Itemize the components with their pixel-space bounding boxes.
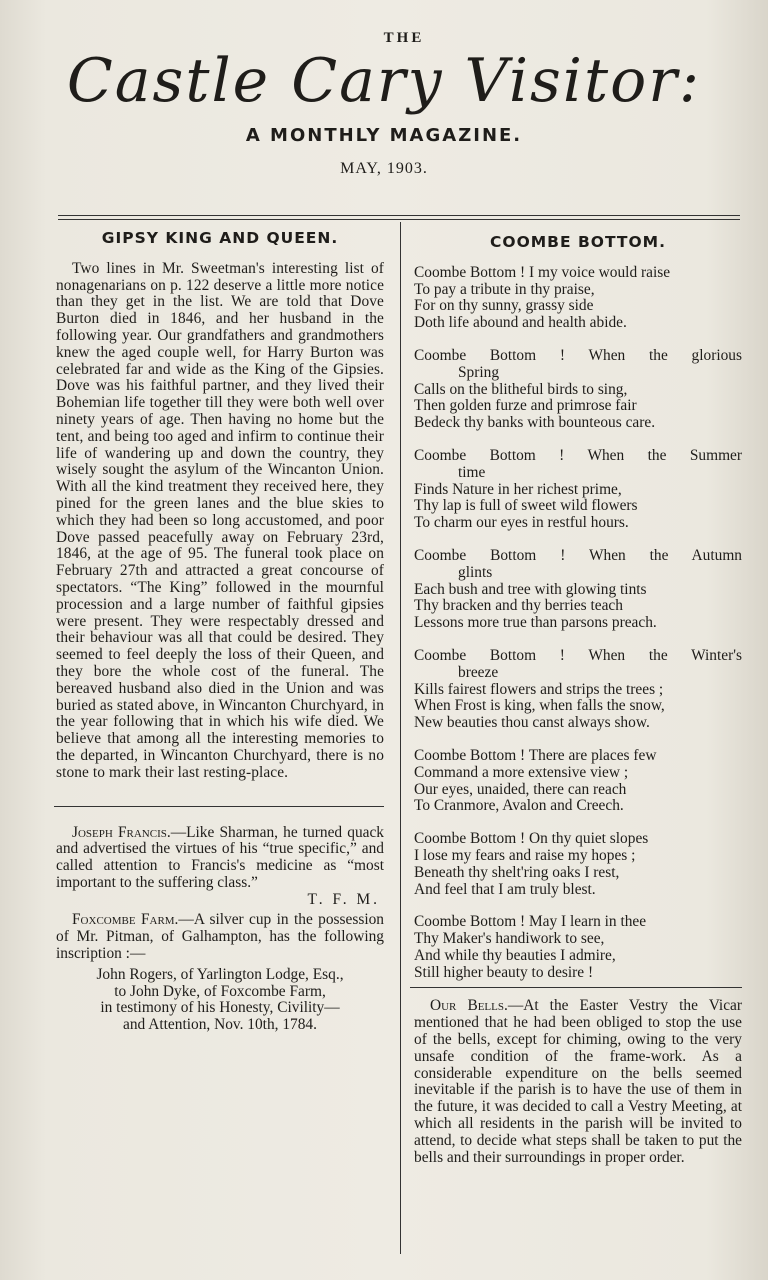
poem-line-continuation: glints bbox=[458, 563, 493, 581]
note-text: —A silver cup in the possession of Mr. Pitman, of Galhampton, has the following inscription :— bbox=[56, 911, 384, 963]
poem-line-continuation: time bbox=[458, 463, 486, 481]
inscription-line: John Rogers, of Yarlington Lodge, Esq., bbox=[96, 965, 344, 983]
poem-line: Thy lap is full of sweet wild flowers bbox=[414, 497, 638, 515]
poem-line: To Cranmore, Avalon and Creech. bbox=[414, 797, 624, 815]
left-column bbox=[56, 230, 384, 1034]
poem-line: To pay a tribute in thy praise, bbox=[414, 280, 595, 298]
cup-inscription bbox=[56, 967, 384, 1034]
poem-line: Coombe Bottom ! When the Autumn bbox=[414, 546, 742, 564]
note-lead: Our Bells. bbox=[430, 997, 508, 1015]
poem-line: Finds Nature in her richest prime, bbox=[414, 480, 622, 498]
poem-stanza bbox=[414, 831, 742, 898]
poem-line: Kills fairest flowers and strips the trees ; bbox=[414, 680, 664, 698]
poem-line: Coombe Bottom ! When the Summer bbox=[414, 446, 742, 464]
note-joseph-francis bbox=[56, 825, 384, 892]
right-column bbox=[414, 234, 742, 1166]
masthead-the: THE bbox=[383, 30, 425, 46]
poem-line: And feel that I am truly blest. bbox=[414, 880, 596, 898]
column-divider bbox=[400, 222, 401, 1254]
note-our-bells bbox=[414, 998, 742, 1166]
note-lead: Foxcombe Farm. bbox=[72, 911, 179, 929]
poem-line: Our eyes, unaided, there can reach bbox=[414, 780, 627, 798]
magazine-title: Castle Cary Visitor: bbox=[66, 46, 702, 116]
masthead-rule bbox=[58, 215, 740, 220]
poem-line: Bedeck thy banks with bounteous care. bbox=[414, 414, 656, 432]
poem-stanza bbox=[414, 914, 742, 981]
note-lead: Joseph Francis. bbox=[72, 823, 171, 841]
poem-title: COOMBE BOTTOM. bbox=[490, 233, 666, 251]
poem-stanza bbox=[414, 448, 742, 532]
poem-line: To charm our eyes in restful hours. bbox=[414, 514, 629, 532]
article-body-gipsy: Two lines in Mr. Sweetman's interesting list of nonagenarians on p. 122 deserve a little more notice than they get in the list. We are told that Dove Burton died in 1846, and her husband in the following year. Our grandfathers and grandmothers knew the aged couple well, for Harry Burton was celebrated far and wide as the King of the Gipsies. Dove was his faithful partner, and they lived their Bohemian life together till they were both well over ninety years of age. Then having no home but the tent, and being too aged and infirm to continue their life of wandering up and down the country, they wisely sought the asylum of the Wincanton Union. With all the kind treatment they received here, they pined for the green lanes and the blue skies to which they had been so long accustomed, and poor Dove passed peacefully away on February 23rd, 1846, at the age of 95. The funeral took place on February 27th and attracted a great concourse of spectators. “The King” followed in the mournful procession and a large number of faithful gipsies were present. They were respectably dressed and their behaviour was all that could be desired. They seemed to feel deeply the loss of their Queen, and they bore the whole cost of the funeral. The bereaved husband also died in the Union and was buried as stated above, in Wincanton Churchyard, in the year following that in which his wife died. We believe that among all the interesting memories to the departed, in Wincanton Churchyard, there is no stone to mark their last resting-place. bbox=[56, 259, 384, 781]
section-rule bbox=[54, 806, 384, 807]
poem-stanza bbox=[414, 748, 742, 815]
note-text: —At the Easter Vestry the Vicar mentioned that he had been obliged to stop the use of the bells, except for chiming, owing to the very unsafe condition of the frame-work. As a considerable expenditure on the bells seemed inevitable if the parish is to have the use of them in the future, it was decided to call a Vestry Meeting, at which all residents in the parish will be invited to attend, to decide what steps shall be taken to put the bells and their surroundings in proper order. bbox=[414, 997, 742, 1166]
masthead bbox=[0, 30, 768, 178]
issue-date: MAY, 1903. bbox=[340, 160, 428, 177]
note-foxcombe-farm bbox=[56, 912, 384, 962]
poem-line: Coombe Bottom ! When the Winter's bbox=[414, 646, 742, 664]
poem-line: Calls on the blitheful birds to sing, bbox=[414, 380, 628, 398]
inscription-line: to John Dyke, of Foxcombe Farm, bbox=[114, 982, 326, 1000]
poem-line: Thy bracken and thy berries teach bbox=[414, 597, 623, 615]
magazine-subtitle: A MONTHLY MAGAZINE. bbox=[245, 125, 523, 146]
poem-line: Doth life abound and health abide. bbox=[414, 314, 627, 332]
poem-line: Each bush and tree with glowing tints bbox=[414, 580, 647, 598]
inscription-line: in testimony of his Honesty, Civility— bbox=[100, 999, 340, 1017]
poem-line: Command a more extensive view ; bbox=[414, 763, 629, 781]
poem-line: I lose my fears and raise my hopes ; bbox=[414, 846, 636, 864]
poem-line: Coombe Bottom ! May I learn in thee bbox=[414, 913, 647, 931]
poem-line: Coombe Bottom ! When the glorious bbox=[414, 346, 742, 364]
poem-line-continuation: Spring bbox=[458, 363, 500, 381]
poem-line: For on thy sunny, grassy side bbox=[414, 297, 594, 315]
poem-line: Coombe Bottom ! I my voice would raise bbox=[414, 263, 671, 281]
inscription-line: and Attention, Nov. 10th, 1784. bbox=[123, 1016, 317, 1034]
poem-line: Then golden furze and primrose fair bbox=[414, 397, 637, 415]
poem-line: Coombe Bottom ! There are places few bbox=[414, 746, 657, 764]
note-signature: T. F. M. bbox=[307, 890, 380, 908]
poem-stanza bbox=[414, 648, 742, 732]
poem-line: And while thy beauties I admire, bbox=[414, 946, 616, 964]
poem-line: New beauties thou canst always show. bbox=[414, 714, 650, 732]
poem-stanza bbox=[414, 548, 742, 632]
article-heading-gipsy: GIPSY KING AND QUEEN. bbox=[101, 229, 339, 247]
poem-line: When Frost is king, when falls the snow, bbox=[414, 697, 665, 715]
poem-line: Beneath thy shelt'ring oaks I rest, bbox=[414, 863, 620, 881]
poem-line: Lessons more true than parsons preach. bbox=[414, 614, 657, 632]
poem-line: Still higher beauty to desire ! bbox=[414, 963, 594, 981]
poem-stanza bbox=[414, 348, 742, 432]
poem-line-continuation: breeze bbox=[458, 663, 499, 681]
note-text: —Like Sharman, he turned quack and advertised the virtues of his “true specific,” and called attention to Francis's medicine as “most important to the suffering class.” bbox=[56, 823, 384, 891]
poem-line: Thy Maker's handiwork to see, bbox=[414, 930, 605, 948]
poem-line: Coombe Bottom ! On thy quiet slopes bbox=[414, 830, 649, 848]
poem-stanza bbox=[414, 265, 742, 332]
section-rule bbox=[410, 987, 742, 988]
